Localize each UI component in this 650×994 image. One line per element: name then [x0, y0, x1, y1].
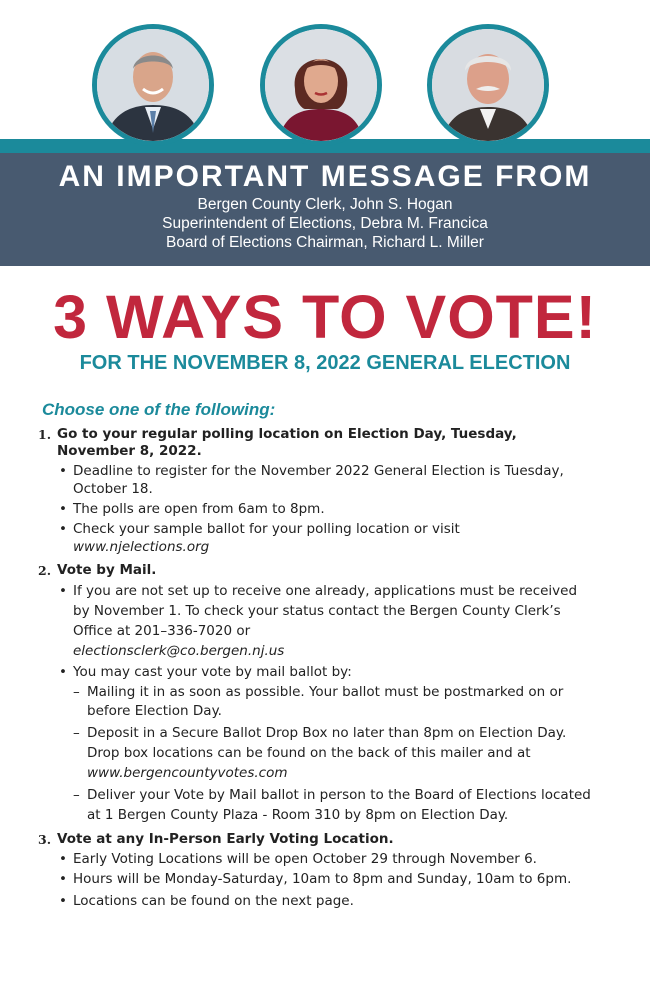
banner-line-chairman: Board of Elections Chairman, Richard L. Miller [166, 234, 484, 251]
option-vote-by-mail [37, 562, 597, 825]
message-banner [0, 153, 650, 266]
voting-options [37, 400, 597, 915]
option-number: 3. [38, 832, 52, 847]
list-item [57, 581, 597, 661]
bergencountyvotes-link[interactable]: www.bergencountyvotes.com [87, 765, 288, 781]
option-number: 1. [38, 427, 52, 442]
list-item-text: You may cast your vote by mail ballot by: [73, 664, 352, 680]
list-item [57, 663, 597, 825]
dash-item: – Mailing it in as soon as possible. Your ballot must be postmarked on or before Election Day. [73, 683, 597, 721]
list-item: • Hours will be Monday-Saturday, 10am to 8pm and Sunday, 10am to 6pm. [57, 870, 597, 888]
portrait-debra-francica [260, 24, 382, 146]
portrait-richard-miller [427, 24, 549, 146]
banner-line-clerk: Bergen County Clerk, John S. Hogan [197, 196, 453, 213]
list-item-text: If you are not set up to receive one already, applications must be received by November 1. To check your status contact the Bergen County Clerk’s Office at 201–336-7020 or [73, 583, 578, 639]
list-item: • The polls are open from 6am to 8pm. [57, 500, 597, 518]
page-subhead: FOR THE NOVEMBER 8, 2022 GENERAL ELECTION [79, 352, 571, 374]
option-number: 2. [38, 563, 52, 578]
njelections-link[interactable]: www.njelections.org [73, 539, 210, 555]
option-early-voting [37, 831, 597, 910]
banner-line-superintendent: Superintendent of Elections, Debra M. Francica [162, 215, 488, 232]
option-title: Go to your regular polling location on Election Day, Tuesday, November 8, 2022. [57, 426, 517, 459]
list-item [57, 520, 597, 556]
option-polling-location [37, 426, 597, 556]
dash-item [73, 723, 597, 783]
option-title: Vote at any In-Person Early Voting Location. [57, 831, 394, 847]
list-item: • Locations can be found on the next page. [57, 892, 597, 910]
clerk-email-link[interactable]: electionsclerk@co.bergen.nj.us [73, 643, 285, 659]
choose-heading: Choose one of the following: [42, 400, 276, 419]
option-title: Vote by Mail. [57, 562, 157, 578]
dash-item-text: Deposit in a Secure Ballot Drop Box no later than 8pm on Election Day. Drop box locations can be found on the back of this mailer and at [87, 725, 567, 761]
dash-item: – Deliver your Vote by Mail ballot in person to the Board of Elections located at 1 Bergen County Plaza - Room 310 by 8pm on Election Day. [73, 785, 597, 825]
page-headline: 3 WAYS TO VOTE! [53, 283, 597, 351]
portrait-john-hogan [92, 24, 214, 146]
list-item-text: Check your sample ballot for your polling location or visit [73, 521, 460, 537]
banner-title: AN IMPORTANT MESSAGE FROM [58, 160, 592, 193]
list-item: • Early Voting Locations will be open October 29 through November 6. [57, 850, 597, 868]
list-item: • Deadline to register for the November 2022 General Election is Tuesday, October 18. [57, 462, 597, 498]
